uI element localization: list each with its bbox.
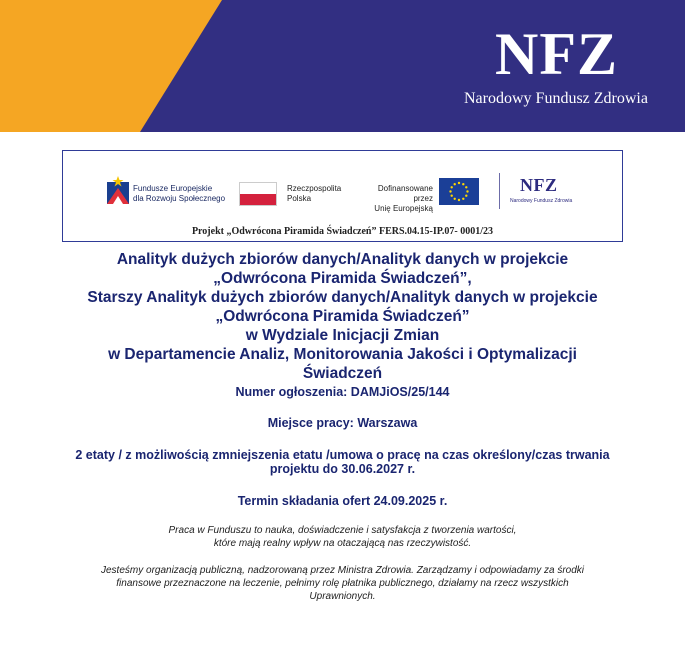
employment-line: 2 etaty / z możliwością zmniejszenia etatu /umowa o pracę na czas określony/czas trwania [75, 448, 610, 462]
fe-label-line: dla Rozwoju Społecznego [133, 194, 226, 203]
nfz-small-sub: Narodowy Fundusz Zdrowia [510, 198, 573, 204]
fundusze-europejskie-icon [105, 174, 131, 206]
eu-flag-icon [439, 178, 479, 205]
header-banner [0, 0, 685, 132]
job-title-line: „Odwrócona Piramida Świadczeń”, [213, 270, 472, 287]
announcement-number: Numer ogłoszenia: DAMJiOS/25/144 [235, 385, 450, 399]
description-paragraph-2 [0, 564, 685, 603]
job-title-line: Starszy Analityk dużych zbiorów danych/Analityk danych w projekcie [87, 289, 598, 306]
nfz-logo: NFZ [495, 21, 618, 87]
pl-label-line: Rzeczpospolita [287, 184, 342, 193]
eu-label-line: Dofinansowane przez [377, 184, 433, 203]
fe-label [133, 184, 225, 204]
partner-divider [499, 173, 500, 209]
job-announcement [0, 250, 685, 603]
job-title-line: w Departamencie Analiz, Monitorowania Jakości i Optymalizacji [108, 346, 577, 363]
job-title-line: w Wydziale Inicjacji Zmian [245, 327, 440, 344]
description-line: Praca w Funduszu to nauka, doświadczenie i satysfakcja z tworzenia wartości, [168, 525, 517, 536]
partner-logos-box [62, 150, 623, 242]
employment-terms [0, 448, 685, 476]
eu-label [359, 184, 433, 214]
description-line: Jesteśmy organizacją publiczną, nadzorowaną przez Ministra Zdrowia. Zarządzamy i odpowiadamy za środki [101, 565, 584, 576]
job-title-line: Analityk dużych zbiorów danych/Analityk danych w projekcie [116, 251, 569, 268]
project-reference: Projekt „Odwrócona Piramida Świadczeń” FERS.04.15-IP.07- 0001/23 [191, 226, 494, 237]
job-title-line: Świadczeń [302, 365, 383, 382]
eu-label-line: Unię Europejską [374, 204, 433, 213]
nfz-small-logo: NFZ [520, 175, 558, 195]
pl-label-line: Polska [287, 194, 312, 203]
work-location: Miejsce pracy: Warszawa [267, 416, 418, 430]
employment-line: projektu do 30.06.2027 r. [269, 462, 416, 476]
pl-label [287, 184, 341, 204]
poland-flag-icon [239, 182, 277, 206]
job-title [0, 250, 685, 383]
application-deadline: Termin składania ofert 24.09.2025 r. [237, 494, 448, 508]
fe-label-line: Fundusze Europejskie [133, 184, 213, 193]
description-line: finansowe przeznaczone na leczenie, pełnimy rolę płatnika publicznego, działamy na rzecz wszystkich [116, 578, 569, 589]
job-title-line: „Odwrócona Piramida Świadczeń” [215, 308, 470, 325]
organization-name: Narodowy Fundusz Zdrowia [464, 90, 648, 107]
description-paragraph-1 [0, 524, 685, 550]
description-line: które mają realny wpływ na otaczającą nas rzeczywistość. [213, 538, 472, 549]
description-line: Uprawnionych. [309, 591, 376, 602]
